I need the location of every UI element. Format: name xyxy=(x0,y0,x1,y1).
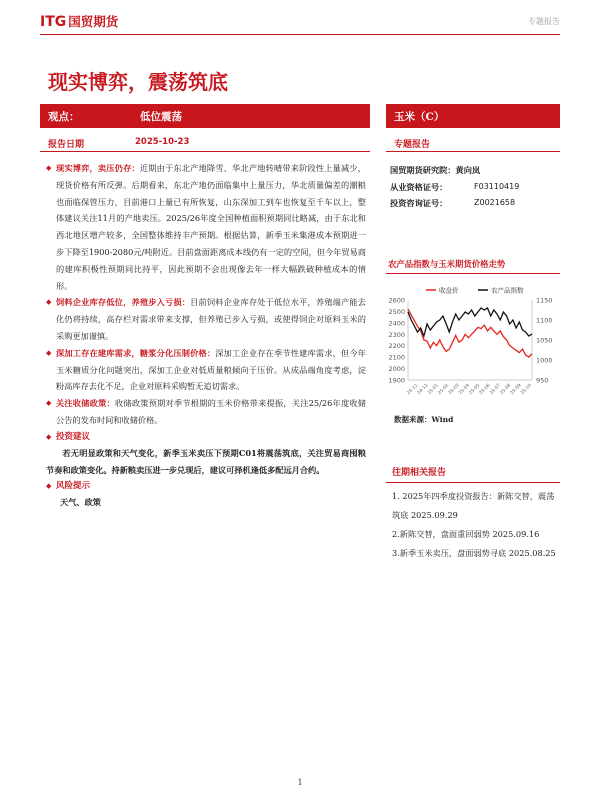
advice-text: 若无明显政策和天气变化，新季玉米卖压下预期C01将震荡筑底，关注贸易商囤粮节奏和政策变化。持新粮卖压进一步兑现后，建议可择机逢低多配远月合约。 xyxy=(46,447,366,475)
chart-y-left-tick: 2200 xyxy=(388,341,405,350)
chart-x-tick: 25-02 xyxy=(437,382,451,396)
chart-y-left-tick: 2500 xyxy=(388,307,405,316)
price-chart xyxy=(386,278,560,408)
analyst-value: Z0021658 xyxy=(474,198,516,207)
chart-x-tick: 25-03 xyxy=(447,382,461,396)
paragraph-4 xyxy=(46,395,366,429)
paragraph-3-highlight: 深加工存在建库需求，糖浆分化压制价格： xyxy=(56,347,216,358)
chart-x-tick: 25-06 xyxy=(478,382,492,396)
bullet-icon: ◆ xyxy=(46,481,52,491)
sidebar xyxy=(386,104,560,563)
bullet-icon: ◆ xyxy=(46,298,52,307)
chart-legend-label: 收盘价 xyxy=(439,286,459,294)
chart-y-left-tick: 2300 xyxy=(388,330,405,339)
paragraph-1-text: 近期由于东北产地降雪、华北产地转晴带来阶段性上量减少，现货价格有所反弹。后期看来，东北产地仍面临集中上量压力，华北质量偏差的潮粮也面临保管压力，目前港口上量已有所恢复，山东深加工到车也恢复至千车以上，整体建议关注11月的产地卖压。2025/26年度全国种植面积预期同比略减，由于东北和西北地区增产较多，全国整体维持丰产预期。根据估算，新季玉米集港成本预期进一步下降至1900-2080元/吨附近。目前盘面距离成本线仍有一定的空间，但今年贸易商的建库积极性预期同比持平，因此预期不会出现像去年一样大幅跌破种植成本的情形。 xyxy=(56,163,366,291)
logo-text: ITG xyxy=(40,14,67,30)
header-divider xyxy=(40,34,560,35)
chart-x-tick: 24-11 xyxy=(406,382,420,396)
chart-y-left-tick: 2400 xyxy=(388,318,405,327)
chart-y-right-tick: 1000 xyxy=(536,356,553,364)
paragraph-2-text: 目前饲料企业库存处于低位水平，养殖端产能去化仍将持续，高存栏对需求带来支撑，但养殖已步入亏损，或使得饲企对原料玉米的采购更加谨慎。 xyxy=(56,297,366,341)
chart-x-tick: 25-05 xyxy=(468,382,482,396)
chart-y-right-tick: 950 xyxy=(536,376,549,384)
chart-series-line-2 xyxy=(408,308,532,336)
risk-title xyxy=(46,478,366,494)
main-content xyxy=(46,160,366,510)
chart-y-left-tick: 2600 xyxy=(388,296,405,304)
commodity-tag: 玉米（C） xyxy=(386,104,560,128)
bullet-icon: ◆ xyxy=(46,164,52,172)
risk-title-text: 风险提示 xyxy=(56,481,91,492)
advice-title xyxy=(46,429,366,445)
sidebar-report-title: 专题报告 xyxy=(386,132,560,152)
chart-y-right-tick: 1100 xyxy=(536,316,553,324)
paragraph-3 xyxy=(46,345,366,395)
advice-title-text: 投资建议 xyxy=(56,431,91,442)
analyst-row xyxy=(390,179,560,196)
analyst-row xyxy=(390,162,560,179)
chart-x-tick: 25-10 xyxy=(520,382,533,396)
past-report-item[interactable]: 3.新季玉米卖压，盘面弱势寻底 2025.08.25 xyxy=(392,547,556,558)
page-header xyxy=(40,8,560,32)
analyst-label: 国贸期货研究院：黄向岚 xyxy=(390,165,481,175)
past-report-item[interactable]: 2.新陈交替，盘面重回弱势 2025.09.16 xyxy=(392,528,540,539)
page-number: 1 xyxy=(297,778,303,787)
chart-x-tick: 25-01 xyxy=(427,382,440,396)
chart-x-tick: 25-04 xyxy=(458,382,471,396)
chart-source: 数据来源：Wind xyxy=(394,414,454,424)
chart-legend-label: 农产品指数 xyxy=(491,286,524,294)
chart-y-left-tick: 1900 xyxy=(388,376,405,384)
chart-title: 农产品指数与玉米期货价格走势 xyxy=(386,258,560,274)
bullet-icon: ◆ xyxy=(46,431,52,441)
chart-x-tick: 25-09 xyxy=(509,382,523,396)
past-reports-list xyxy=(386,487,560,563)
analyst-value: F03110419 xyxy=(474,181,520,191)
bullet-icon: ◆ xyxy=(46,399,52,408)
view-label: 观点： xyxy=(48,111,80,123)
report-type: 专题报告 xyxy=(528,17,560,26)
company-logo xyxy=(40,12,118,30)
chart-y-right-tick: 1150 xyxy=(536,296,553,304)
chart-x-tick: 24-12 xyxy=(416,382,430,396)
report-date-label: 报告日期 xyxy=(48,140,85,150)
paragraph-2 xyxy=(46,294,366,344)
past-report-item[interactable]: 1. 2025年四季度投资报告：新陈交替，震荡筑底 2025.09.29 xyxy=(392,490,555,520)
paragraph-4-highlight: 关注收储政策： xyxy=(56,398,115,409)
view-value: 低位震荡 xyxy=(140,111,182,123)
past-reports-title: 往期相关报告 xyxy=(386,465,560,483)
chart-container xyxy=(386,278,560,412)
paragraph-1-highlight: 现实博弈，卖压仍存： xyxy=(56,163,140,173)
page-title: 现实博弈，震荡筑底 xyxy=(48,70,228,94)
report-date-value: 2025-10-23 xyxy=(135,137,190,147)
chart-y-left-tick: 2000 xyxy=(388,364,405,373)
report-date-row xyxy=(40,132,370,152)
logo-cn: 国贸期货 xyxy=(68,14,119,29)
risk-text: 天气、政策 xyxy=(60,497,101,508)
chart-y-right-tick: 1050 xyxy=(536,336,553,344)
chart-series-line-1 xyxy=(408,309,532,357)
paragraph-1 xyxy=(46,160,366,294)
analyst-row xyxy=(390,195,560,212)
paragraph-2-highlight: 饲料企业库存低位，养殖步入亏损： xyxy=(56,297,191,308)
analyst-info xyxy=(386,162,560,212)
paragraph-3-text: 深加工企业存在季节性建库需求，但今年玉米糖质分化问题突出，深加工企业对低质量粮倾向于压价。从成品端角度考虑，淀粉高库存去化不足，企业对原料采购暂无追切需求。 xyxy=(56,347,366,392)
chart-x-tick: 25-08 xyxy=(499,382,513,396)
bullet-icon: ◆ xyxy=(46,348,52,357)
paragraph-4-text: 收储政策预期对季节根期的玉米价格带来提振，关注25/26年度收储公告的发布时间和收储价格。 xyxy=(56,398,366,425)
analyst-label: 投资咨询证号： xyxy=(390,198,448,208)
chart-x-tick: 25-07 xyxy=(489,382,502,396)
view-bar xyxy=(40,104,370,128)
chart-y-left-tick: 2100 xyxy=(388,353,405,362)
analyst-label: 从业资格证号： xyxy=(390,181,448,192)
